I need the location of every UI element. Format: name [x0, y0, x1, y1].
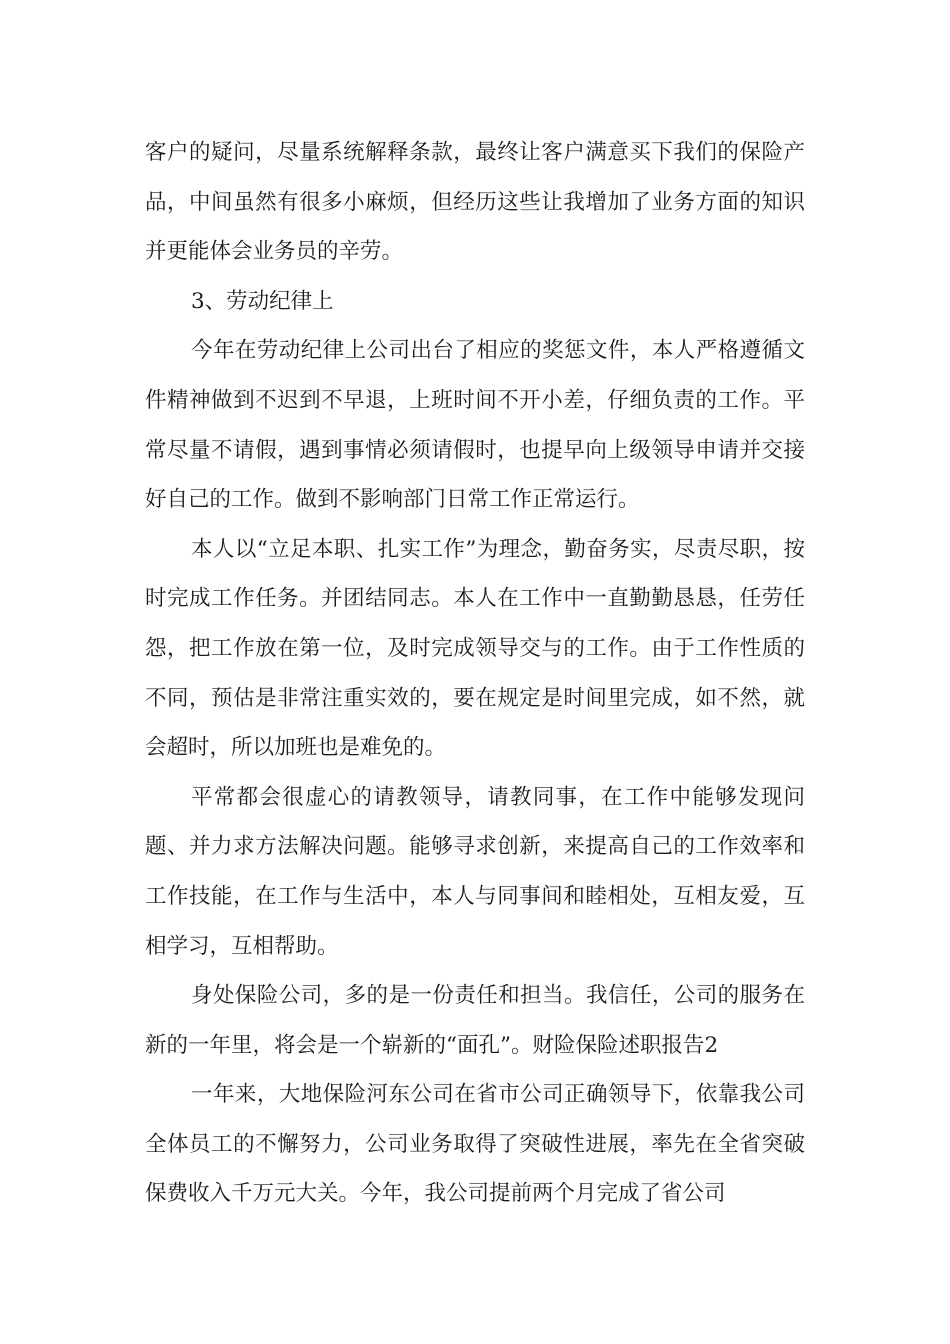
paragraph-report-2-intro: 一年来，大地保险河东公司在省市公司正确领导下，依靠我公司全体员工的不懈努力，公司业务取得了突破性进展，率先在全省突破保费收入千万元大关。今年，我公司提前两个月完成了省公司 — [145, 1082, 805, 1207]
section-heading-labor-discipline: 3、劳动纪律上 — [191, 288, 334, 314]
document-body — [145, 128, 805, 1219]
paragraph-work-attitude: 本人以“立足本职、扎实工作”为理念，勤奋务实，尽责尽职，按时完成工作任务。并团结同志。本人在工作中一直勤勤恳恳，任劳任怨，把工作放在第一位，及时完成领导交与的工作。由于工作性质的不同，预估是非常注重实效的，要在规定是时间里完成，如不然，就会超时，所以加班也是难免的。 — [145, 536, 805, 761]
paragraph-responsibility: 身处保险公司，多的是一份责任和担当。我信任，公司的服务在新的一年里，将会是一个崭新的“面孔”。财险保险述职报告2 — [145, 983, 805, 1058]
paragraph-continuation: 客户的疑问，尽量系统解释条款，最终让客户满意买下我们的保险产品，中间虽然有很多小麻烦，但经历这些让我增加了业务方面的知识并更能体会业务员的辛劳。 — [145, 140, 805, 265]
paragraph-learning: 平常都会很虚心的请教领导，请教同事，在工作中能够发现问题、并力求方法解决问题。能够寻求创新，来提高自己的工作效率和工作技能，在工作与生活中，本人与同事间和睦相处，互相友爱，互相学习，互相帮助。 — [145, 784, 805, 959]
paragraph-labor-discipline: 今年在劳动纪律上公司出台了相应的奖惩文件，本人严格遵循文件精神做到不迟到不早退，上班时间不开小差，仔细负责的工作。平常尽量不请假，遇到事情必须请假时，也提早向上级领导申请并交接好自己的工作。做到不影响部门日常工作正常运行。 — [145, 338, 805, 513]
